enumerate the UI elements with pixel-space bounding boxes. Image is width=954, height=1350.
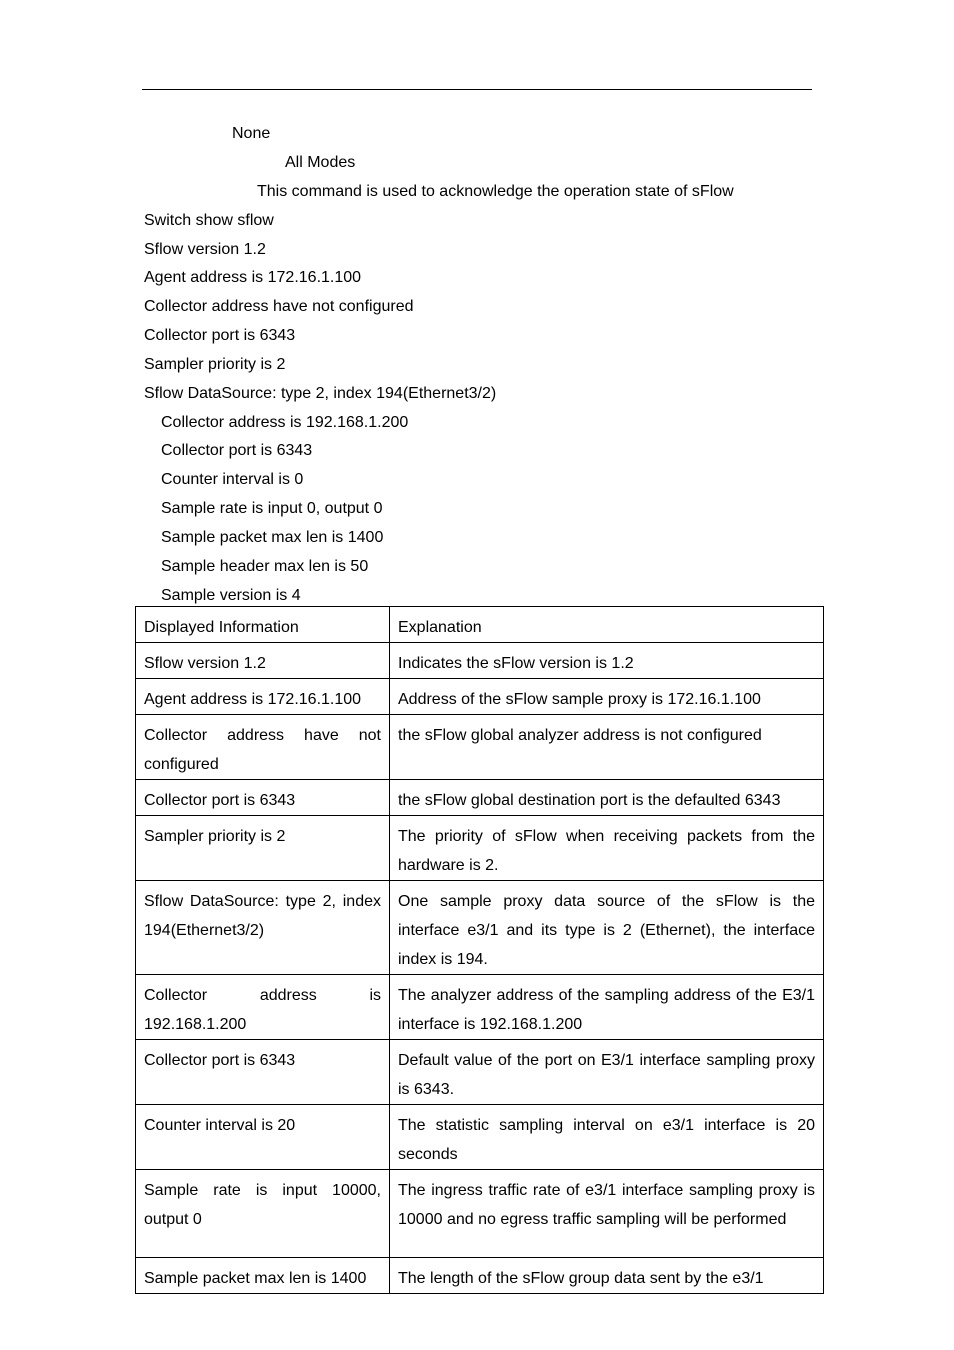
displayed-info-cell: Sflow DataSource: type 2, index 194(Ethernet3/2) [136,881,390,975]
example-line: Collector address have not configured [144,298,414,315]
explanation-cell: One sample proxy data source of the sFlow is the interface e3/1 and its type is 2 (Ethernet), the interface index is 194. [390,881,824,975]
displayed-info-cell: Collector port is 6343 [136,1040,390,1105]
displayed-info-cell: Collector address have not configured [136,715,390,780]
default-value: None [232,125,271,142]
table-row [136,881,824,975]
example-indented-line: Sample packet max len is 1400 [161,529,384,546]
table-row [136,1040,824,1105]
table-row [136,1105,824,1170]
explanation-cell: The priority of sFlow when receiving packets from the hardware is 2. [390,816,824,881]
example-line: Sflow version 1.2 [144,241,266,258]
displayed-info-cell: Collector port is 6343 [136,780,390,816]
show-sflow-explanation-table [135,606,824,1294]
displayed-info-cell: Sample rate is input 10000, output 0 [136,1170,390,1258]
table-row [136,1170,824,1258]
explanation-cell: The statistic sampling interval on e3/1 interface is 20 seconds [390,1105,824,1170]
table-header-cell: Displayed Information [136,607,390,643]
table-row [136,975,824,1040]
example-indented-line: Counter interval is 0 [161,471,304,488]
explanation-cell: the sFlow global destination port is the defaulted 6343 [390,780,824,816]
table-header-cell: Explanation [390,607,824,643]
command-mode: All Modes [285,154,356,171]
explanation-cell: Indicates the sFlow version is 1.2 [390,643,824,679]
displayed-info-cell: Sflow version 1.2 [136,643,390,679]
example-line: Sampler priority is 2 [144,356,286,373]
table-row [136,816,824,881]
example-line: Sflow DataSource: type 2, index 194(Ethernet3/2) [144,385,497,402]
explanation-cell: Default value of the port on E3/1 interface sampling proxy is 6343. [390,1040,824,1105]
displayed-info-cell: Sample packet max len is 1400 [136,1258,390,1294]
table-header-row [136,607,824,643]
explanation-cell: The length of the sFlow group data sent by the e3/1 [390,1258,824,1294]
example-line: Collector port is 6343 [144,327,296,344]
table-row [136,780,824,816]
example-indented-line: Sample version is 4 [161,587,301,604]
usage-guide: This command is used to acknowledge the operation state of sFlow [257,183,734,200]
example-line: Agent address is 172.16.1.100 [144,269,362,286]
example-indented-line: Collector address is 192.168.1.200 [161,414,409,431]
displayed-info-cell: Counter interval is 20 [136,1105,390,1170]
displayed-info-cell: Collector address is 192.168.1.200 [136,975,390,1040]
explanation-cell: The ingress traffic rate of e3/1 interface sampling proxy is 10000 and no egress traffic sampling will be performed [390,1170,824,1258]
explanation-cell: Address of the sFlow sample proxy is 172.16.1.100 [390,679,824,715]
table-row [136,715,824,780]
table-row [136,1258,824,1294]
displayed-info-cell: Agent address is 172.16.1.100 [136,679,390,715]
page-header-rule [142,89,812,90]
example-indented-line: Sample rate is input 0, output 0 [161,500,383,517]
example-indented-line: Collector port is 6343 [161,442,313,459]
table-row [136,643,824,679]
example-indented-line: Sample header max len is 50 [161,558,369,575]
table-row [136,679,824,715]
example-line: Switch show sflow [144,212,274,229]
explanation-cell: the sFlow global analyzer address is not configured [390,715,824,780]
displayed-info-cell: Sampler priority is 2 [136,816,390,881]
explanation-cell: The analyzer address of the sampling address of the E3/1 interface is 192.168.1.200 [390,975,824,1040]
